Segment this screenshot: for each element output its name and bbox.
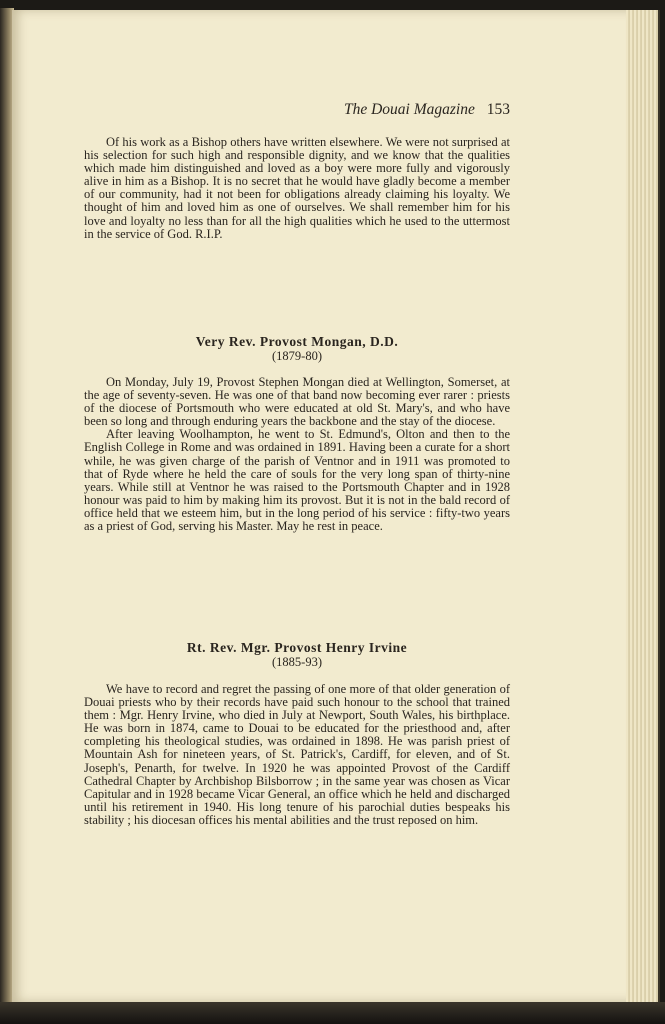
obituary-name: Very Rev. Provost Mongan, D.D. [195, 334, 399, 349]
page-edges [626, 10, 660, 1002]
obituary-heading-irvine [84, 640, 510, 669]
paragraph: We have to record and regret the passing of one more of that older generation of Douai priests who by their records have paid such honour to the school that trained them : Mgr. Henry Irvine, who died in July at Newport, South Wales, his birthplace. He was born in 1874, came to Douai to be educated for the priesthood and, after completing his theological studies, was ordained in 1898. He was parish priest of Mountain Ash for nineteen years, of St. Patrick's, Cardiff, for eleven, and of St. Joseph's, Penarth, for twelve. In 1920 he was appointed Provost of the Cardiff Cathedral Chapter by Archbishop Bilsborrow ; in the same year was chosen as Vicar Capitular and in 1928 became Vicar General, an office which he held and discharged until his retirement in 1940. His long tenure of his parochial duties bespeaks his stability ; his diocesan offices his mental abilities and the trust reposed on him. [84, 682, 510, 827]
obituary-years: (1879-80) [272, 349, 322, 363]
obituary-years: (1885-93) [272, 655, 322, 669]
paragraph: After leaving Woolhampton, he went to St. Edmund's, Olton and then to the English College in Rome and was ordained in 1891. Having been a curate for a short while, he was given charge of the parish of Ventnor and in 1911 was promoted to that of Ryde where he held the care of souls for the very long span of thirty-nine years. While still at Ventnor he was raised to the Portsmouth Chapter and in 1928 honour was paid to him by making him its provost. But it is not in the bald record of office held that we esteem him, but in the long period of his service : fifty-two years as a priest of God, serving his Master. May he rest in peace. [84, 427, 510, 534]
obituary-body-irvine [84, 683, 510, 827]
book-bottom-edge [0, 1002, 665, 1024]
paragraph: On Monday, July 19, Provost Stephen Mongan died at Wellington, Somerset, at the age of seventy-seven. He was one of that band now becoming ever rarer : priests of the diocese of Portsmouth who were educated at old St. Mary's, and who have been so long and through enduring years the backbone and the stay of the diocese. [84, 375, 510, 429]
paragraph: Of his work as a Bishop others have written elsewhere. We were not surprised at his selection for such high and responsible dignity, and we know that the qualities which made him distinguished and loved as a boy were more fully and vigorously alive in him as a Bishop. It is no secret that he would have gladly become a member of our community, had it not been for obligations already claiming his loyalty. We thought of him and loved him as one of ourselves. We shall remember him for his love and loyalty no less than for all the high qualities which he used to the uttermost in the service of God. R.I.P. [84, 135, 510, 241]
running-header [344, 101, 510, 119]
obituary-body-mongan [84, 376, 510, 533]
intro-paragraph [84, 136, 510, 241]
obituary-name: Rt. Rev. Mgr. Provost Henry Irvine [186, 640, 408, 655]
magazine-title: The Douai Magazine [343, 101, 475, 118]
page-number: 153 [486, 101, 510, 118]
obituary-heading-mongan [84, 334, 510, 363]
